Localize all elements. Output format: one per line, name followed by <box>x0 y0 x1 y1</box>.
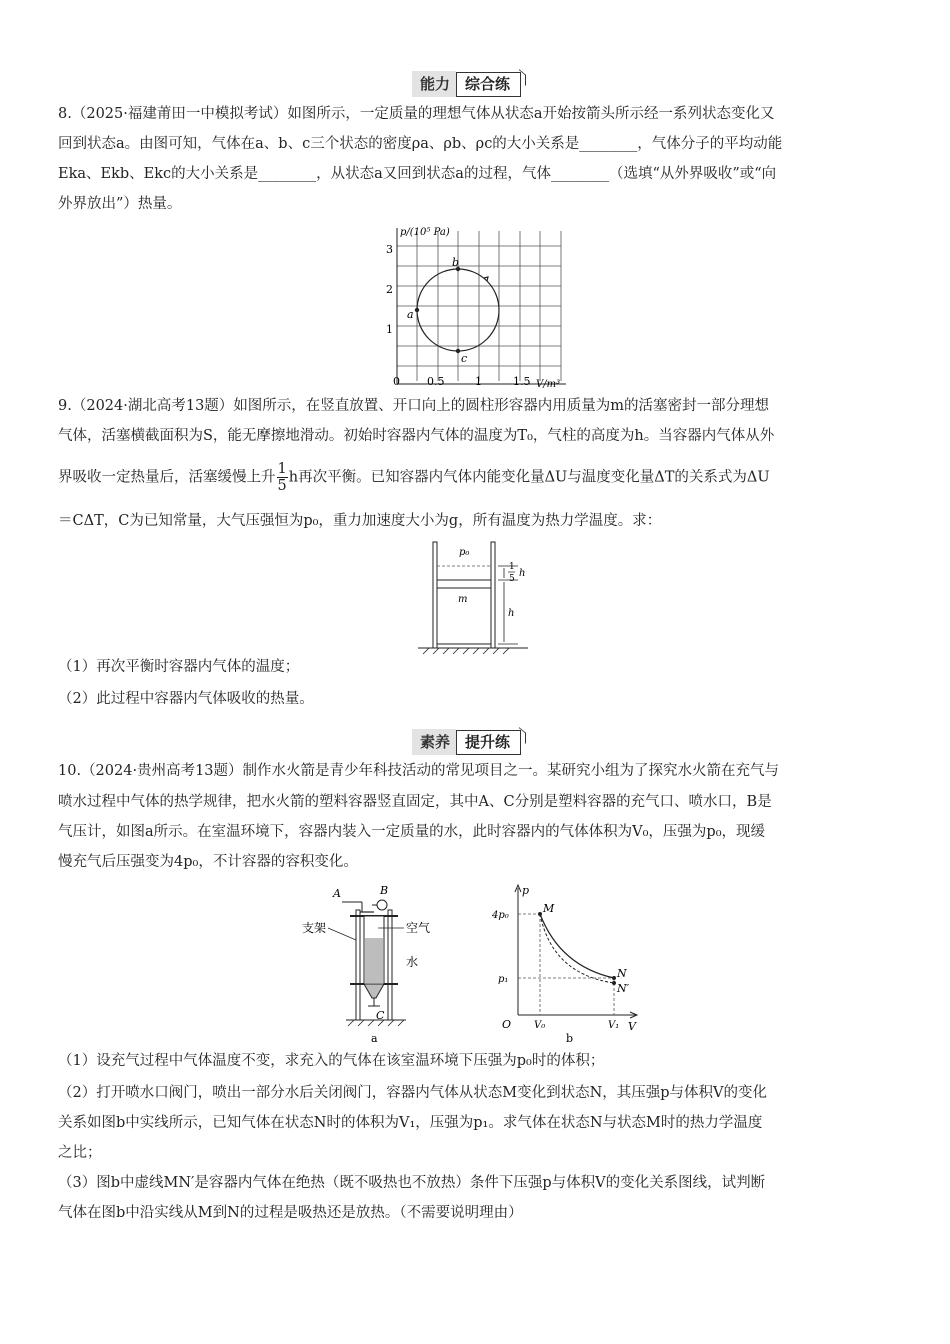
q9-sub1: （1）再次平衡时容器内气体的温度； <box>58 659 300 675</box>
q10b-label-n2: N′ <box>617 982 630 995</box>
q10-source: （2024·贵州高考13题） <box>81 763 243 779</box>
q9-ground-hatch <box>423 648 509 654</box>
q8-xtick-15: 1.5 <box>513 375 531 388</box>
q10b-label-m: M <box>543 902 555 915</box>
q10a-caption: a <box>371 1032 378 1045</box>
q9-source: （2024·湖北高考13题） <box>71 398 234 414</box>
q9-dh-den: 5 <box>509 574 515 584</box>
q8-source: （2025·福建莆田一中模拟考试） <box>71 106 288 122</box>
q8-point-c <box>456 349 460 353</box>
q9-frac-den: 5 <box>277 478 287 494</box>
q9-left-wall <box>433 542 437 648</box>
q8-number: 8. <box>58 106 72 122</box>
section-label-left: 能力 <box>412 71 456 97</box>
q9-h-label: h <box>508 608 515 619</box>
q9-fraction <box>277 461 288 494</box>
q9-m-label: m <box>458 594 468 605</box>
q10-line3: 气压计，如图a所示。在室温环境下，容器内装入一定质量的水，此时容器内的气体体积为V₀，压强为p₀，现缓 <box>58 824 766 840</box>
q10b-v1-label: V₁ <box>608 1020 620 1031</box>
q9-text-3b: h再次平衡。已知容器内气体内能变化量ΔU与温度变化量ΔT的关系式为ΔU <box>288 469 770 486</box>
q9-text-3a: 界吸收一定热量后，活塞缓慢上升 <box>58 469 276 486</box>
q10b-origin: O <box>502 1018 512 1031</box>
q10-text-1: 制作水火箭是青少年科技活动的常见项目之一。某研究小组为了探究水火箭在充气与 <box>242 763 780 779</box>
section-label-right: 综合练 <box>456 72 521 97</box>
q10b-v0-label: V₀ <box>534 1020 546 1031</box>
q10-sub2-line3: 之比； <box>58 1145 102 1161</box>
q10-line4: 慢充气后压强变为4p₀，不计容器的容积变化。 <box>58 854 358 870</box>
q10b-v-label: V <box>628 1020 636 1033</box>
q10a-right-post <box>388 910 392 1020</box>
q8-point-a <box>415 308 419 312</box>
q10b-point-m <box>538 912 542 916</box>
q8-y-label: p/(10⁵ Pa) <box>400 227 450 238</box>
q8-ytick-3: 3 <box>386 243 393 256</box>
q10a-water <box>365 938 383 983</box>
q10b-point-n2 <box>612 981 616 985</box>
q10a-label-c: C <box>376 1009 385 1022</box>
q8-xtick-0: 0 <box>393 375 400 388</box>
q9-cylinder-figure <box>418 538 538 656</box>
q10a-support-label: 支架 <box>302 921 327 935</box>
q10a-water-label: 水 <box>406 955 419 969</box>
q10-figure-b <box>478 880 648 1045</box>
q8-ytick-1: 1 <box>386 323 393 336</box>
q8-label-b: b <box>452 256 460 269</box>
q10b-dashed-curve <box>540 914 614 983</box>
q8-label-a: a <box>407 308 414 321</box>
q9-dh-num: 1 <box>509 562 515 572</box>
q10-figure-a <box>300 880 450 1045</box>
q9-line1 <box>58 391 892 421</box>
section2-label-left: 素养 <box>412 729 456 755</box>
q8-ytick-2: 2 <box>386 283 393 296</box>
q10-line1 <box>58 756 892 786</box>
q8-line1 <box>58 99 892 129</box>
q9-right-wall <box>491 542 495 648</box>
q8-label-c: c <box>461 352 468 365</box>
q9-text-1: 如图所示，在竖直放置、开口向上的圆柱形容器内用质量为m的活塞密封一部分理想 <box>233 398 770 414</box>
q10b-caption: b <box>566 1032 574 1045</box>
q8-text-1: 如图所示，一定质量的理想气体从状态a开始按箭头所示经一系列状态变化又 <box>287 106 775 122</box>
q10b-label-n: N <box>617 967 627 980</box>
section-badge-literacy <box>412 729 521 755</box>
q10a-left-post <box>356 910 360 1020</box>
q9-line2: 气体，活塞横截面积为S，能无摩擦地滑动。初始时容器内气体的温度为T₀，气柱的高度为h。当容器内气体从外 <box>58 428 775 444</box>
q8-grid <box>397 231 561 381</box>
q10-sub3-line2: 气体在图b中沿实线从M到N的过程是吸热还是放热。（不需要说明理由） <box>58 1205 523 1221</box>
q8-line4: 外界放出”）热量。 <box>58 196 182 212</box>
q10-sub1: （1）设充气过程中气体温度不变，求充入的气体在该室温环境下压强为p₀时的体积； <box>58 1053 605 1069</box>
q10b-solid-curve <box>540 914 614 978</box>
q10-sub2-line1: （2）打开喷水口阀门，喷出一部分水后关闭阀门，容器内气体从状态M变化到状态N，其压强p与体积V的变化 <box>58 1085 768 1101</box>
q10a-nozzle <box>364 984 384 998</box>
q8-x-label: V/m³ <box>536 379 561 390</box>
q9-p0-label: p₀ <box>459 547 470 558</box>
q8-line3: Eka、Ekb、Ekc的大小关系是________，从状态a又回到状态a的过程，气体________（选填“从外界吸收”或“向 <box>58 166 777 182</box>
q9-sub2: （2）此过程中容器内气体吸收的热量。 <box>58 691 314 707</box>
q10a-air-label: 空气 <box>406 921 431 935</box>
q9-piston <box>437 580 491 588</box>
q10b-4p0-label: 4p₀ <box>492 910 509 921</box>
section-badge-ability <box>412 71 521 97</box>
q8-xtick-05: 0.5 <box>427 375 445 388</box>
q10-sub3-line1: （3）图b中虚线MN′是容器内气体在绝热（既不吸热也不放热）条件下压强p与体积V的变化关系图线，试判断 <box>58 1175 766 1191</box>
q8-xtick-1: 1 <box>475 375 482 388</box>
q9-frac-num: 1 <box>277 461 287 477</box>
q8-pv-graph <box>376 226 576 391</box>
q10-number: 10. <box>58 763 82 779</box>
q10a-label-a: A <box>333 887 341 900</box>
q10b-p-label: p <box>522 884 530 897</box>
q10a-gauge <box>377 900 387 910</box>
q9-line3 <box>58 461 892 494</box>
q9-line4: ＝CΔT，C为已知常量，大气压强恒为p₀，重力加速度大小为g，所有温度为热力学温度。求： <box>58 513 662 529</box>
q10a-label-b: B <box>380 884 389 897</box>
q9-number: 9. <box>58 398 72 414</box>
q9-dh-h: h <box>519 568 526 579</box>
q10-sub2-line2: 关系如图b中实线所示，已知气体在状态N时的体积为V₁，压强为p₁。求气体在状态N与状态M时的热力学温度 <box>58 1115 763 1131</box>
q10b-p1-label: p₁ <box>498 974 509 985</box>
section2-label-right: 提升练 <box>456 730 521 755</box>
q10b-point-n <box>612 976 616 980</box>
q10-line2: 喷水过程中气体的热学规律，把水火箭的塑料容器竖直固定，其中A、C分别是塑料容器的充气口、喷水口，B是 <box>58 794 772 810</box>
q8-line2: 回到状态a。由图可知，气体在a、b、c三个状态的密度ρa、ρb、ρc的大小关系是________，气体分子的平均动能 <box>58 136 783 152</box>
q10a-support-leader <box>328 928 356 940</box>
